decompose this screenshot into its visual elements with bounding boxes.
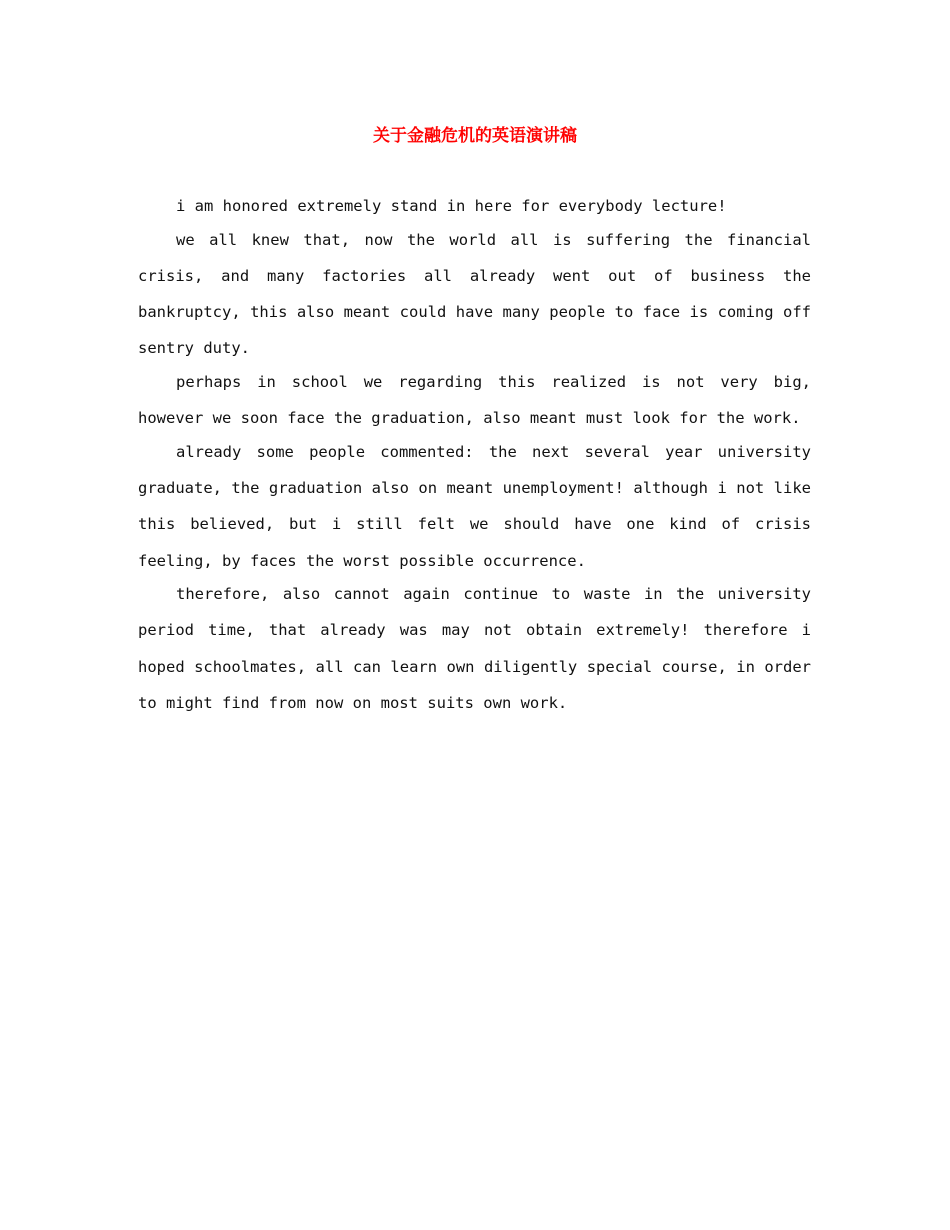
paragraph-1: i am honored extremely stand in here for everybody lecture! (176, 197, 727, 215)
paragraph-2: we all knew that, now the world all is suffering the financial crisis, and many factories all already went out of business the bankruptcy, this also meant could have many people to face is coming off sentry duty. (138, 230, 811, 358)
document-body (138, 188, 811, 721)
paragraph-4: already some people commented: the next several year university graduate, the graduation also on meant unemployment! although i not like this believed, but i still felt we should have one kind of crisis feeling, by faces the worst possible occurrence. (138, 442, 811, 570)
paragraph-3: perhaps in school we regarding this realized is not very big, however we soon face the graduation, also meant must look for the work. (138, 373, 811, 428)
document-title: 关于金融危机的英语演讲稿 (373, 126, 577, 146)
paragraph-5: therefore, also cannot again continue to waste in the university period time, that already was may not obtain extremely! therefore i hoped schoolmates, all can learn own diligently special course, in order to might find from now on most suits own work. (138, 585, 811, 712)
